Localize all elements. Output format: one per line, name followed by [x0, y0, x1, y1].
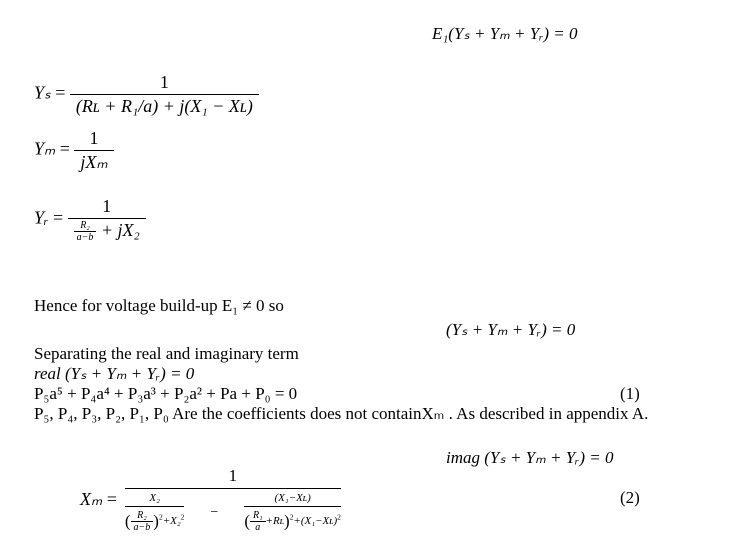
equation-yr-label: Yᵣ — [34, 207, 49, 228]
equation-imag-part-text: imag (Yₛ + Yₘ + Yᵣ) = 0 — [446, 448, 614, 467]
equation-yr-denominator-tail: + jX₂ — [100, 219, 140, 240]
equation-xm-label: Xₘ — [80, 489, 103, 509]
equation-xm-fraction — [125, 466, 341, 533]
equation-ys-label: Yₛ — [34, 82, 51, 103]
equation-yr-numerator: 1 — [102, 196, 112, 216]
equation-xm-term1-numerator: X₂ — [149, 492, 160, 504]
equation-xm-term2-tail-exponent: 2 — [337, 512, 341, 522]
equation-e1-condition — [432, 24, 578, 44]
equation-ym-numerator: 1 — [89, 128, 99, 148]
equation-xm-term2-inner-numerator: R₁ — [252, 510, 263, 521]
equation-xm-term2-numerator: (X₁−Xʟ) — [274, 492, 311, 504]
equation-yr-denominator — [68, 218, 146, 243]
equation-xm-term1-inner-denominator: a−b — [131, 521, 154, 533]
equation-xm-numerator: 1 — [228, 466, 238, 485]
equation-xm-term2 — [244, 492, 341, 533]
equation-ys-denominator: (Rʟ + R₁/a) + j(X₁ − Xʟ) — [70, 94, 259, 117]
equation-xm-term2-paren-close: ) — [284, 511, 290, 531]
equation-yr — [34, 196, 146, 243]
equation-xm-term2-inner-fraction — [250, 510, 266, 533]
equation-yr-fraction — [68, 196, 146, 243]
equation-xm-term1 — [125, 492, 185, 533]
equation-ys-equals: = — [55, 82, 66, 103]
equation-xm-denominator — [125, 488, 341, 533]
equation-xm-term2-paren-open: ( — [244, 511, 250, 531]
equation-xm-term2-denominator — [244, 506, 341, 533]
equation-real-part-text: real (Yₛ + Yₘ + Yᵣ) = 0 — [34, 364, 195, 383]
equation-number-1: (1) — [620, 384, 640, 403]
equation-ym-label: Yₘ — [34, 138, 56, 159]
equation-ys — [34, 72, 259, 116]
equation-yr-equals: = — [52, 207, 64, 228]
equation-ym — [34, 128, 114, 172]
equation-xm — [80, 466, 341, 533]
equation-sum-zero-text: (Yₛ + Yₘ + Yᵣ) = 0 — [446, 320, 576, 339]
equation-e1-condition-text: E₁(Yₛ + Yₘ + Yᵣ) = 0 — [432, 24, 578, 43]
equation-ym-denominator: jXₘ — [74, 150, 113, 173]
equation-polynomial — [34, 384, 297, 404]
equation-ys-fraction — [70, 72, 259, 116]
equation-yr-inner-numerator: R₂ — [80, 220, 90, 232]
equation-xm-term1-denominator — [125, 506, 185, 533]
text-separating: Separating the real and imaginary term — [34, 344, 299, 363]
equation-imag-part — [446, 448, 613, 468]
equation-yr-inner-fraction — [74, 220, 97, 243]
text-coefficients: P₅, P₄, P₃, P₂, P₁, P₀ Are the coefficients does not containXₘ . As described in appendix A. — [34, 404, 649, 423]
equation-xm-lhs — [80, 489, 117, 510]
equation-yr-inner-denominator: a−b — [74, 231, 97, 243]
equation-ym-fraction — [74, 128, 113, 172]
equation-xm-term1-inner-fraction — [131, 510, 154, 533]
equation-xm-term1-paren-close: ) — [153, 511, 159, 531]
equation-xm-term1-tail: +X₂ — [162, 515, 181, 528]
equation-xm-term1-exponent: 2 — [158, 512, 163, 522]
equation-xm-term2-exponent: 2 — [289, 512, 294, 522]
equation-xm-term2-inner-tail: +Rʟ — [265, 515, 285, 528]
equation-xm-denominator-row — [125, 492, 341, 533]
equation-real-part — [34, 364, 194, 384]
equation-ym-equals: = — [59, 138, 70, 159]
equation-xm-term1-paren-open: ( — [124, 511, 131, 531]
equation-xm-term2-inner-denominator: a — [250, 521, 266, 533]
equation-xm-equals: = — [106, 489, 117, 509]
equation-sum-zero — [446, 320, 575, 340]
equation-xm-term1-tail-exponent: 2 — [180, 512, 185, 522]
equation-ys-numerator: 1 — [159, 72, 169, 92]
text-hence: Hence for voltage build-up E₁ ≠ 0 so — [34, 296, 284, 315]
equation-xm-term1-inner-numerator: R₂ — [137, 510, 147, 521]
equation-xm-term2-tail: +(X₁−Xʟ) — [293, 515, 338, 528]
equation-polynomial-text: P₅a⁵ + P₄a⁴ + P₃a³ + P₂a² + Pa + P₀ = 0 — [34, 384, 298, 403]
equation-xm-minus: − — [210, 504, 219, 520]
equation-number-2: (2) — [620, 488, 640, 507]
